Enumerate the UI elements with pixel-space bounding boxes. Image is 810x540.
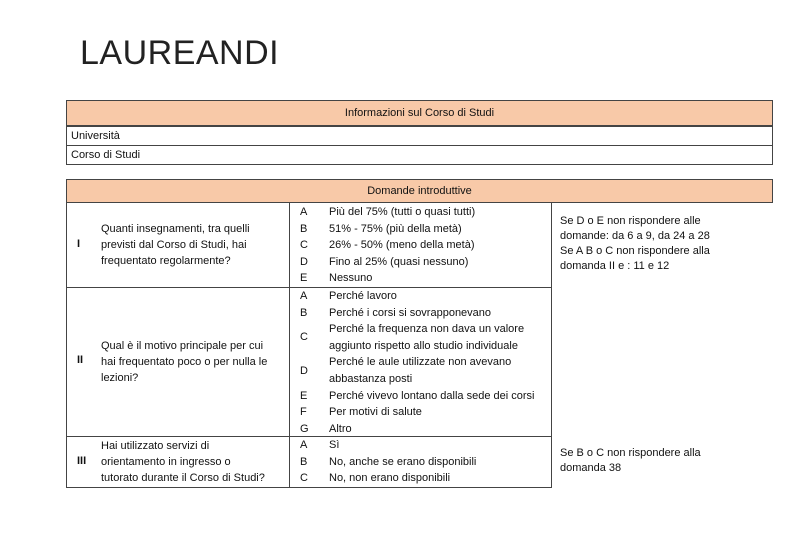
option-text: Perché lavoro [329,290,397,302]
q1-text [101,221,250,269]
option-text: 51% - 75% (più della metà) [329,222,462,235]
q2-text-line: hai frequentato poco o per nulla le [101,356,268,368]
field-corso-di-studi[interactable] [66,145,773,165]
q3-options [300,437,552,487]
q1-number: I [77,238,81,250]
q1-option-b[interactable] [300,221,552,238]
q1-options [300,204,552,287]
q2-text-line: lezioni? [101,372,139,384]
field-universita-label: Università [71,130,120,142]
option-text: aggiunto rispetto allo studio individuale [329,339,518,352]
option-text: abbastanza posti [329,372,413,385]
q2-option-b[interactable] [300,305,552,322]
option-letter: C [300,472,308,485]
course-info-header [66,100,773,126]
note-line: Se A B o C non rispondere alla [560,245,710,257]
option-text: Perché vivevo lontano dalla sede dei corsi [329,389,535,402]
option-letter: E [300,272,308,285]
option-text: Sì [329,439,340,451]
q3-text-line: Hai utilizzato servizi di [101,440,210,452]
option-text: Perché i corsi si sovrapponevano [329,306,492,319]
option-letter: D [300,255,308,268]
option-letter: A [300,439,308,451]
q2-option-d[interactable] [300,354,552,387]
option-text: No, anche se erano disponibili [329,455,477,468]
option-text: Più del 75% (tutti o quasi tutti) [329,206,476,218]
option-text: Fino al 25% (quasi nessuno) [329,255,469,268]
option-letter: A [300,206,308,218]
option-letter: C [300,331,308,344]
note-line: domanda 38 [560,462,622,474]
q2-number: II [77,354,84,366]
option-letter: B [300,306,308,319]
option-letter: E [300,389,308,402]
question-block-border [66,203,67,488]
field-universita[interactable] [66,126,773,146]
q2-option-f[interactable] [300,404,552,421]
q1-option-c[interactable] [300,237,552,254]
q3-text-line: tutorato durante il Corso di Studi? [101,472,265,484]
q2-option-g[interactable] [300,421,552,438]
q2-text [101,338,267,386]
intro-questions-header-label: Domande introduttive [367,185,472,197]
option-text: 26% - 50% (meno della metà) [329,239,475,252]
q3-number: III [77,455,87,467]
q3-text [101,438,265,486]
option-letter: G [300,422,309,435]
q1-skip-note [560,214,710,274]
q1-option-d[interactable] [300,254,552,271]
intro-questions-header [66,179,773,203]
note-line: domanda II e : 11 e 12 [560,260,670,272]
q3-text-line: orientamento in ingresso o [101,456,231,468]
question-column-border [289,203,290,488]
note-line: Se B o C non rispondere alla [560,447,701,459]
q3-option-b[interactable] [300,454,552,471]
field-corso-label: Corso di Studi [71,149,141,161]
q3-option-a[interactable] [300,437,552,454]
q1-option-e[interactable] [300,270,552,287]
option-letter: C [300,239,308,252]
note-line: Se D o E non rispondere alle [560,215,701,227]
q1-option-a[interactable] [300,204,552,221]
option-letter: A [300,290,308,302]
option-letter: F [300,406,307,419]
option-letter: D [300,364,308,377]
course-info-header-label: Informazioni sul Corso di Studi [344,107,495,119]
option-text: Altro [329,422,352,435]
page-title: LAUREANDI [80,34,280,72]
q2-option-c[interactable] [300,321,552,354]
q1-text-line: previsti dal Corso di Studi, hai [101,239,247,251]
option-text: No, non erano disponibili [329,472,451,485]
option-text: Nessuno [329,272,373,285]
q3-skip-note [560,446,701,476]
q2-text-line: Qual è il motivo principale per cui [101,340,264,352]
q2-option-e[interactable] [300,388,552,405]
q2-option-a[interactable] [300,288,552,305]
option-letter: B [300,222,308,235]
q1-text-line: Quanti insegnamenti, tra quelli [101,223,250,235]
note-line: domande: da 6 a 9, da 24 a 28 [560,230,710,242]
q2-options [300,288,552,437]
q3-option-c[interactable] [300,470,552,487]
q1-text-line: frequentato regolarmente? [101,255,231,267]
option-text: Perché le aule utilizzate non avevano [329,356,512,369]
option-text: Perché la frequenza non dava un valore [329,323,525,336]
option-text: Per motivi di salute [329,406,422,419]
bottom-border [66,487,552,488]
option-letter: B [300,455,308,468]
